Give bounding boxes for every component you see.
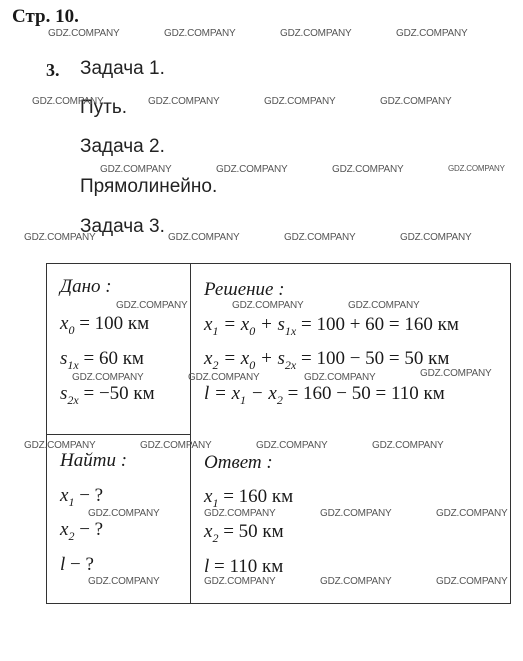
task-1-answer: Путь. (80, 97, 128, 118)
watermark: GDZ.COMPANY (304, 372, 376, 383)
watermark: GDZ.COMPANY (332, 164, 404, 175)
find-x1: $x_1$ − ? (60, 485, 104, 509)
watermark: GDZ.COMPANY (164, 28, 236, 39)
task-3-heading: Задача 3. (80, 216, 165, 237)
task-2-answer: Прямолинейно. (80, 176, 218, 197)
solution-x1: $x_1 = x_0 + s_{1x} = 100 + 60 = 160$ км (204, 314, 459, 338)
watermark: GDZ.COMPANY (204, 576, 276, 587)
watermark: GDZ.COMPANY (216, 164, 288, 175)
solution-l: $l = x_1 - x_2 = 160 - 50 = 110$ км (204, 383, 445, 407)
exercise-number: 3. (46, 60, 60, 80)
given-label: Дано : (60, 276, 112, 297)
watermark: GDZ.COMPANY (204, 508, 276, 519)
table-horizontal-divider (46, 434, 191, 435)
solution-x2: $x_2 = x_0 + s_{2x} = 100 - 50 = 50$ км (204, 348, 450, 372)
answer-x1: $x_1 = 160$ км (204, 486, 294, 510)
watermark: GDZ.COMPANY (436, 508, 508, 519)
watermark: GDZ.COMPANY (88, 576, 160, 587)
watermark: GDZ.COMPANY (88, 508, 160, 519)
answer-l: l = 110 км (204, 556, 284, 577)
watermark: GDZ.COMPANY (188, 372, 260, 383)
watermark: GDZ.COMPANY (348, 300, 420, 311)
watermark: GDZ.COMPANY (48, 28, 120, 39)
watermark: GDZ.COMPANY (284, 232, 356, 243)
find-l: l − ? (60, 554, 94, 575)
find-label: Найти : (60, 450, 128, 471)
watermark: GDZ.COMPANY (396, 28, 468, 39)
answer-label: Ответ : (204, 452, 273, 473)
watermark: GDZ.COMPANY (320, 576, 392, 587)
watermark: GDZ.COMPANY (372, 440, 444, 451)
page-number: Стр. 10. (12, 6, 79, 27)
watermark: GDZ.COMPANY (148, 96, 220, 107)
watermark: GDZ.COMPANY (116, 300, 188, 311)
find-x2: $x_2$ − ? (60, 519, 104, 543)
watermark: GDZ.COMPANY (24, 440, 96, 451)
watermark: GDZ.COMPANY (264, 96, 336, 107)
watermark: GDZ.COMPANY (232, 300, 304, 311)
watermark: GDZ.COMPANY (420, 368, 492, 379)
watermark: GDZ.COMPANY (168, 232, 240, 243)
watermark: GDZ.COMPANY (320, 508, 392, 519)
watermark: GDZ.COMPANY (380, 96, 452, 107)
watermark: GDZ.COMPANY (256, 440, 328, 451)
watermark: GDZ.COMPANY (100, 164, 172, 175)
task-2-heading: Задача 2. (80, 136, 165, 157)
given-s2x: $s_{2x} = -50$ км (60, 383, 155, 407)
task-1-heading: Задача 1. (80, 58, 165, 79)
given-s1x: $s_{1x} = 60$ км (60, 348, 144, 372)
watermark: GDZ.COMPANY (448, 164, 505, 173)
watermark: GDZ.COMPANY (140, 440, 212, 451)
answer-x2: $x_2 = 50$ км (204, 521, 284, 545)
watermark: GDZ.COMPANY (24, 232, 96, 243)
given-x0: $x_0 = 100$ км (60, 313, 150, 337)
solution-label: Решение : (204, 279, 285, 300)
watermark: GDZ.COMPANY (32, 96, 104, 107)
watermark: GDZ.COMPANY (280, 28, 352, 39)
watermark: GDZ.COMPANY (400, 232, 472, 243)
watermark: GDZ.COMPANY (436, 576, 508, 587)
watermark: GDZ.COMPANY (72, 372, 144, 383)
